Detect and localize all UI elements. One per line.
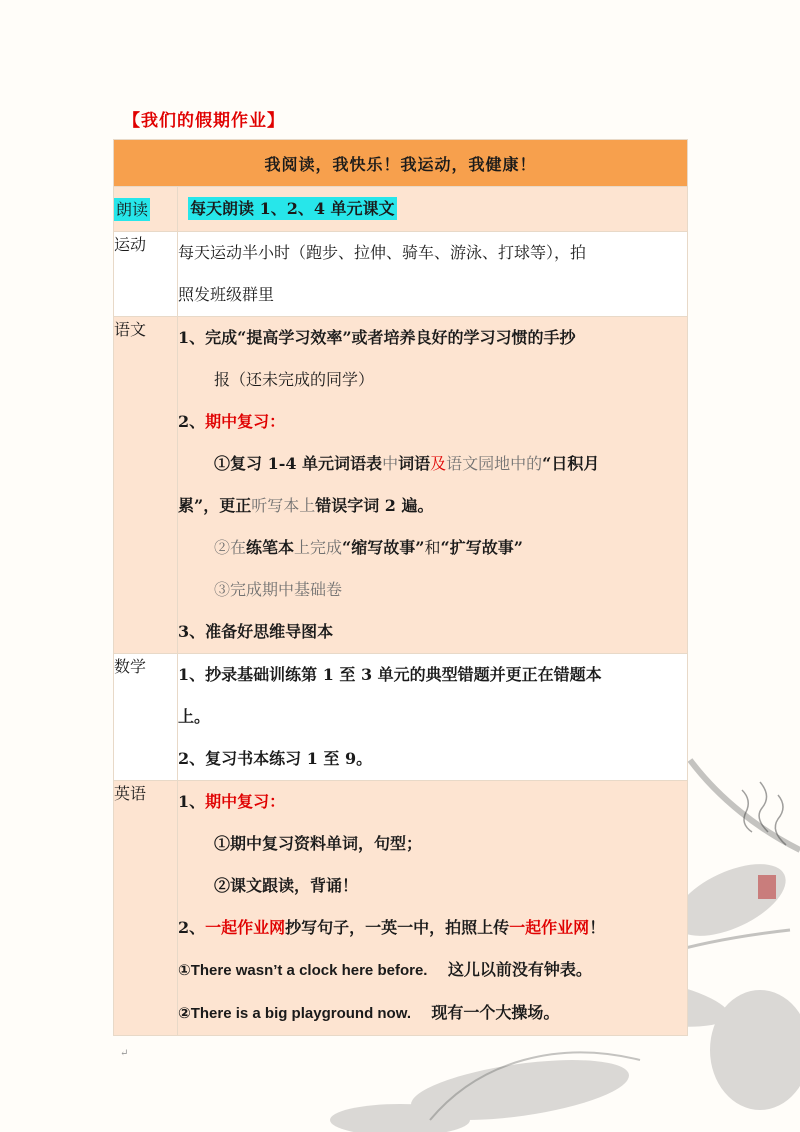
- page-title: 【我们的假期作业】: [123, 111, 285, 131]
- chinese-item-1: 1、完成“提高学习效率”或者培养良好的学习习惯的手抄: [178, 328, 576, 347]
- row-reading: [114, 187, 688, 232]
- subject-sports: 运动: [114, 232, 178, 317]
- chinese-item-2: 2、期中复习：: [178, 412, 286, 431]
- paragraph-mark: ↵: [120, 1048, 129, 1059]
- english-sub-1: ①期中复习资料单词，句型；: [214, 834, 423, 853]
- subject-math: 数学: [114, 654, 178, 781]
- chinese-item-1-cont: 报（还未完成的同学）: [214, 370, 375, 389]
- math-item-1-cont: 上。: [178, 707, 211, 726]
- math-item-2: 2、复习书本练习 1 至 9。: [178, 749, 373, 768]
- midterm-review-label: 期中复习：: [205, 412, 286, 431]
- english-sentence-1: ①There wasn’t a clock here before. 这儿以前没有钟表。: [178, 960, 592, 979]
- row-english: [114, 781, 688, 1036]
- subject-reading: 朗读: [116, 200, 149, 219]
- table-header: 我阅读，我快乐！我运动，我健康！: [114, 140, 688, 187]
- chinese-item-3: 3、准备好思维导图本: [178, 622, 334, 641]
- english-item-1: 1、期中复习：: [178, 792, 286, 811]
- sports-line-2: 照发班级群里: [178, 285, 275, 304]
- sports-line-1: 每天运动半小时（跑步、拉伸、骑车、游泳、打球等），拍: [178, 243, 587, 262]
- table-header-row: [114, 140, 688, 187]
- subject-chinese: 语文: [114, 317, 178, 654]
- chinese-sub-2: ②在练笔本上完成“缩写故事”和“扩写故事”: [214, 538, 523, 557]
- math-item-1: 1、抄录基础训练第 1 至 3 单元的典型错题并更正在错题本: [178, 665, 602, 684]
- chinese-sub-3: ③完成期中基础卷: [214, 580, 343, 599]
- seal-stamp: [758, 875, 776, 899]
- english-midterm-label: 期中复习：: [205, 792, 286, 811]
- english-sub-2: ②课文跟读，背诵！: [214, 876, 359, 895]
- subject-english: 英语: [114, 781, 178, 1036]
- row-sports: [114, 232, 688, 317]
- row-chinese: [114, 317, 688, 654]
- reading-task: 每天朗读 1、2、4 单元课文: [190, 199, 395, 218]
- row-math: [114, 654, 688, 781]
- english-item-2: 2、一起作业网抄写句子，一英一中，拍照上传一起作业网！: [178, 918, 606, 937]
- chinese-sub-1-cont: 累”，更正听写本上错误字词 2 遍。: [178, 496, 434, 515]
- homework-table: [113, 139, 688, 1036]
- chinese-sub-1: ①复习 1-4 单元词语表中词语及语文园地中的“日积月: [214, 454, 600, 473]
- english-sentence-2: ②There is a big playground now. 现有一个大操场。: [178, 1003, 560, 1022]
